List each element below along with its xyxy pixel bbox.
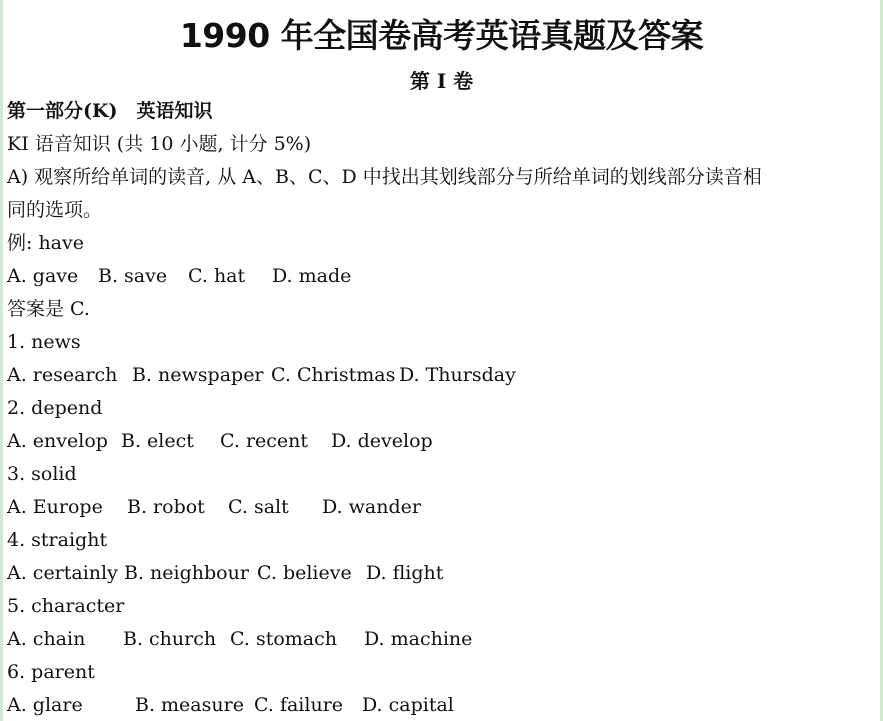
option-d: D. machine — [364, 628, 473, 650]
section-subheading: KI 语音知识 (共 10 小题, 计分 5%) — [7, 133, 312, 155]
example-option-b: B. save — [98, 265, 168, 287]
option-a: A. certainly — [7, 562, 118, 584]
option-c: C. salt — [228, 496, 289, 518]
option-c: C. failure — [254, 694, 344, 716]
option-b: B. elect — [121, 430, 194, 452]
question-options — [7, 692, 867, 718]
example-options — [7, 263, 867, 289]
question-options — [7, 560, 867, 586]
question-word: 2. depend — [7, 397, 103, 419]
question-word: 1. news — [7, 331, 81, 353]
option-d: D. develop — [331, 430, 433, 452]
option-c: C. Christmas — [271, 364, 396, 386]
question-options — [7, 494, 867, 520]
page-title: 1990 年全国卷高考英语真题及答案 — [179, 16, 704, 55]
option-b: B. church — [123, 628, 217, 650]
option-c: C. believe — [257, 562, 352, 584]
option-a: A. chain — [7, 628, 86, 650]
option-b: B. newspaper — [132, 364, 264, 386]
option-b: B. robot — [127, 496, 205, 518]
example-option-a: A. gave — [7, 265, 79, 287]
question-word: 5. character — [7, 595, 125, 617]
question-options — [7, 362, 867, 388]
option-d: D. Thursday — [399, 364, 516, 386]
option-b: B. measure — [135, 694, 244, 716]
question-word: 6. parent — [7, 661, 95, 683]
option-d: D. wander — [322, 496, 421, 518]
example-answer: 答案是 C. — [7, 298, 90, 320]
option-a: A. glare — [7, 694, 83, 716]
volume-heading: 第 I 卷 — [409, 69, 474, 93]
example-option-c: C. hat — [188, 265, 246, 287]
instruction-line-1: A) 观察所给单词的读音, 从 A、B、C、D 中找出其划线部分与所给单词的划线部分读音相 — [7, 166, 762, 188]
question-word: 3. solid — [7, 463, 77, 485]
section-heading: 第一部分(K) 英语知识 — [7, 100, 213, 122]
question-word: 4. straight — [7, 529, 108, 551]
option-d: D. flight — [366, 562, 444, 584]
question-options — [7, 626, 867, 652]
question-options — [7, 428, 867, 454]
option-a: A. envelop — [7, 430, 108, 452]
option-b: B. neighbour — [124, 562, 249, 584]
option-d: D. capital — [362, 694, 454, 716]
option-c: C. recent — [220, 430, 309, 452]
option-c: C. stomach — [230, 628, 337, 650]
option-a: A. Europe — [7, 496, 103, 518]
option-a: A. research — [7, 364, 118, 386]
example-prompt: 例: have — [7, 232, 84, 254]
instruction-line-2: 同的选项。 — [7, 199, 103, 221]
example-option-d: D. made — [272, 265, 352, 287]
